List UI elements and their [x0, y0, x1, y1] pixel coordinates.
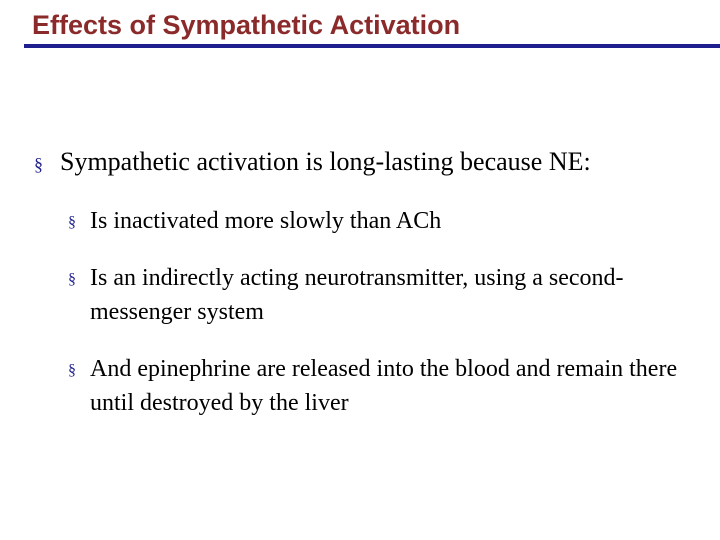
section-sign-bullet-icon: § — [34, 154, 43, 174]
section-sign-bullet-icon: § — [68, 271, 76, 288]
section-sign-bullet-icon: § — [68, 362, 76, 379]
section-sign-bullet-icon: § — [68, 214, 76, 231]
main-bullet-text: Sympathetic activation is long-lasting because NE: — [60, 147, 591, 176]
sub-bullet-text: And epinephrine are released into the blood and remain there until destroyed by the liver — [90, 356, 678, 416]
sub-bullet-text: Is an indirectly acting neurotransmitter, using a second-messenger system — [90, 265, 624, 325]
slide-title: Effects of Sympathetic Activation — [32, 10, 461, 40]
sub-bullet-text: Is inactivated more slowly than ACh — [90, 208, 442, 234]
title-underline-rule — [24, 44, 720, 48]
